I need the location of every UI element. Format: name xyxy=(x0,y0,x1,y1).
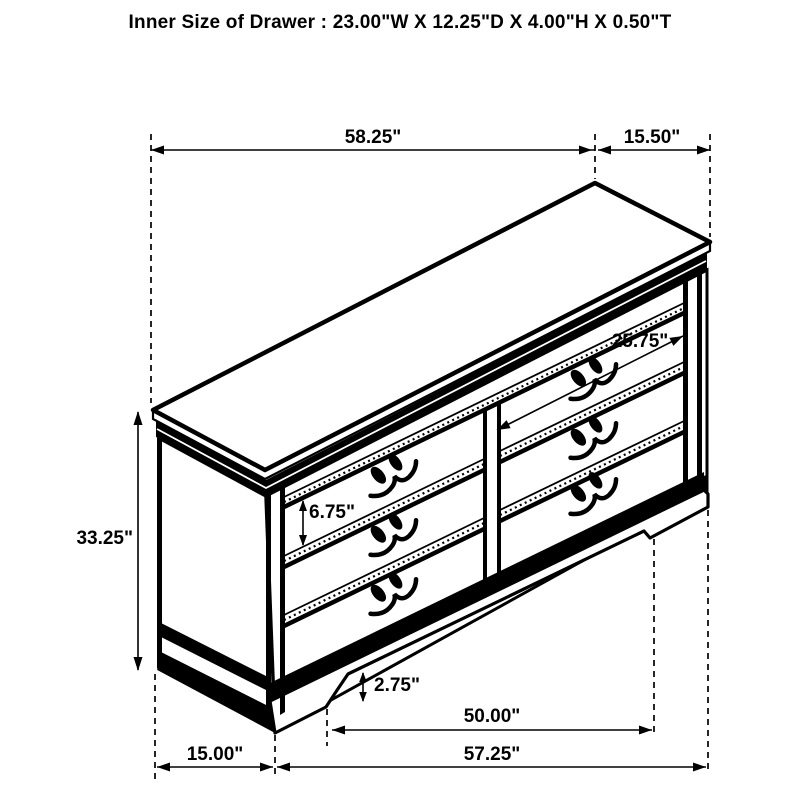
dim-side-depth xyxy=(157,744,273,772)
page-title: Inner Size of Drawer : 23.00"W X 12.25"D X 4.00"H X 0.50"T xyxy=(128,12,672,33)
dim-top-depth xyxy=(598,127,710,155)
label-front-width: 57.25" xyxy=(463,744,521,765)
label-top-depth: 15.50" xyxy=(623,127,681,148)
dresser-drawing xyxy=(153,183,710,733)
label-drawer-face-height: 6.75" xyxy=(309,502,355,523)
dim-overall-height xyxy=(76,411,142,671)
dim-front-width xyxy=(277,744,706,772)
label-top-width: 58.25" xyxy=(344,127,402,148)
label-side-depth: 15.00" xyxy=(186,744,244,765)
dim-feet-span xyxy=(332,706,652,735)
label-drawer-diagonal: 25.75" xyxy=(611,331,669,352)
label-overall-height: 33.25" xyxy=(76,528,133,549)
label-feet-span: 50.00" xyxy=(463,706,521,727)
label-foot-height: 2.75" xyxy=(374,675,420,696)
dim-top-width xyxy=(151,127,595,155)
